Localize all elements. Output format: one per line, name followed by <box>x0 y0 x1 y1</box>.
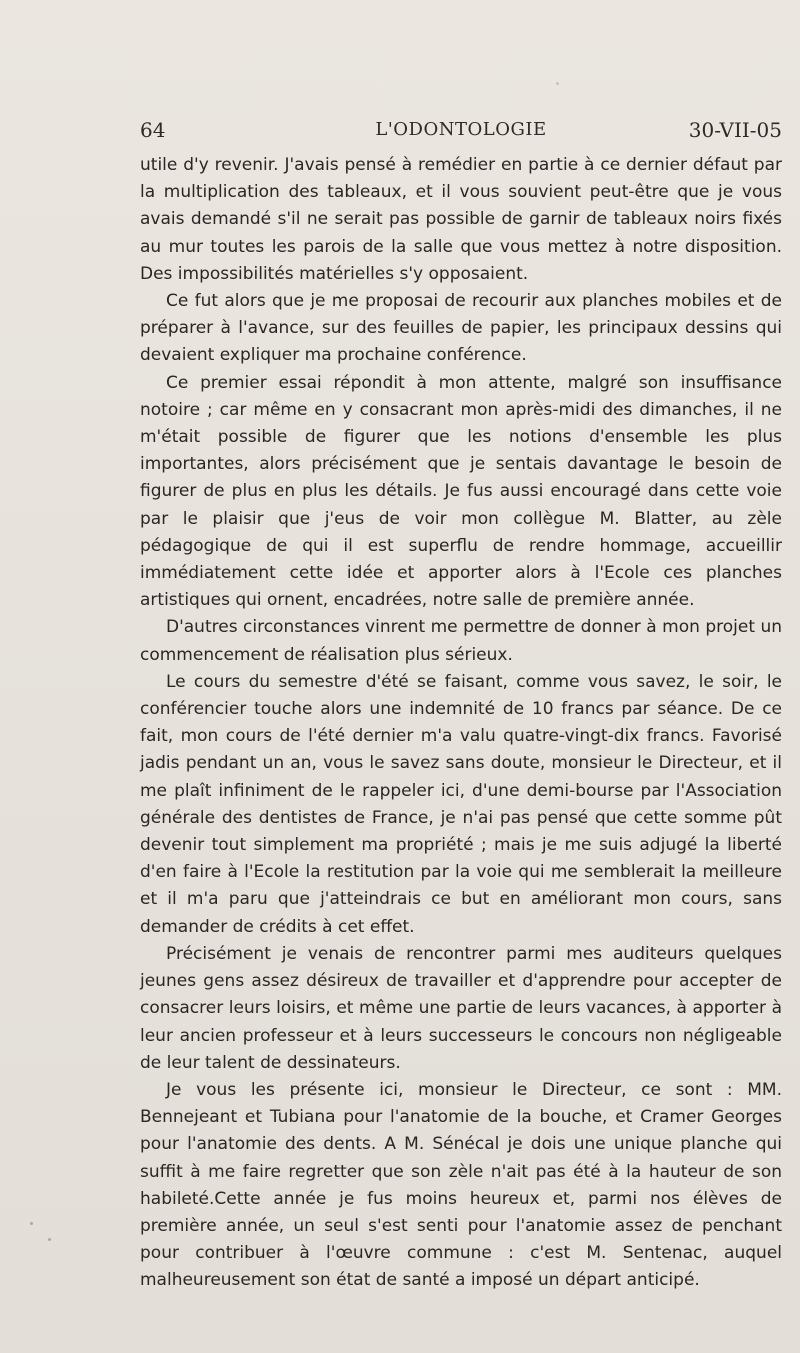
journal-title: L'ODONTOLOGIE <box>375 119 547 140</box>
paragraph: Ce premier essai répondit à mon attente, malgré son insuffisance notoire ; car même en y consacrant mon après-midi des dimanches, il ne m'était possible de figurer que les notions d'ensemble les plus importantes, alors précisément que je sentais davantage le besoin de figurer de plus en plus les détails. Je fus aussi encouragé dans cette voie par le plaisir que j'eus de voir mon collègue M. Blatter, au zèle pédagogique de qui il est superflu de rendre hommage, accueillir immédiatement cette idée et apporter alors à l'Ecole ces planches artistiques qui ornent, encadrées, notre salle de première année. <box>140 372 782 611</box>
issue-date: 30-VII-05 <box>688 118 782 142</box>
paragraph: Le cours du semestre d'été se faisant, comme vous savez, le soir, le conférencier touche alors une indemnité de 10 francs par séance. De ce fait, mon cours de l'été dernier m'a valu quatre-vingt-dix francs. Favorisé jadis pendant un an, vous le savez sans doute, monsieur le Directeur, et il me plaît infiniment de le rappeler ici, d'une demi-bourse par l'Association générale des dentistes de France, je n'ai pas pensé que cette somme pût devenir tout simplement ma propriété ; mais je me suis adjugé la liberté d'en faire à l'Ecole la restitution par la voie qui me semblerait la meilleure et il m'a paru que j'atteindrais ce but en améliorant mon cours, sans demander de crédits à cet effet. <box>140 671 782 937</box>
paragraph: Précisément je venais de rencontrer parmi mes auditeurs quelques jeunes gens assez désireux de travailler et d'apprendre pour accepter de consacrer leurs loisirs, et même une partie de leurs vacances, à apporter à leur ancien professeur et à leurs successeurs le concours non négligeable de leur talent de dessinateurs. <box>140 943 782 1073</box>
paragraph: D'autres circonstances vinrent me permettre de donner à mon projet un commencement de réalisation plus sérieux. <box>140 617 782 665</box>
paper-speck <box>48 1238 51 1241</box>
body-text <box>140 152 782 1295</box>
paper-speck <box>556 82 559 85</box>
paper-speck <box>30 1222 33 1225</box>
running-head <box>140 112 782 148</box>
paragraph: Ce fut alors que je me proposai de recourir aux planches mobiles et de préparer à l'avance, sur des feuilles de papier, les principaux dessins qui devaient expliquer ma prochaine conférence. <box>140 291 782 366</box>
paragraph-continued: utile d'y revenir. J'avais pensé à remédier en partie à ce dernier défaut par la multiplication des tableaux, et il vous souvient peut-être que je vous avais demandé s'il ne serait pas possible de garnir de tableaux noirs fixés au mur toutes les parois de la salle que vous mettez à notre disposition. Des impossibilités matérielles s'y opposaient. <box>140 155 782 284</box>
page-number: 64 <box>140 118 166 142</box>
paragraph: Je vous les présente ici, monsieur le Directeur, ce sont : MM. Bennejeant et Tubiana pour l'anatomie de la bouche, et Cramer Georges pour l'anatomie des dents. A M. Sénécal je dois une unique planche qui suffit à me faire regretter que son zèle n'ait pas été à la hauteur de son habileté.Cette année je fus moins heureux et, parmi nos élèves de première année, un seul s'est senti pour l'anatomie assez de penchant pour contribuer à l'œuvre commune : c'est M. Sentenac, auquel malheureusement son état de santé a imposé un départ anticipé. <box>140 1079 782 1291</box>
